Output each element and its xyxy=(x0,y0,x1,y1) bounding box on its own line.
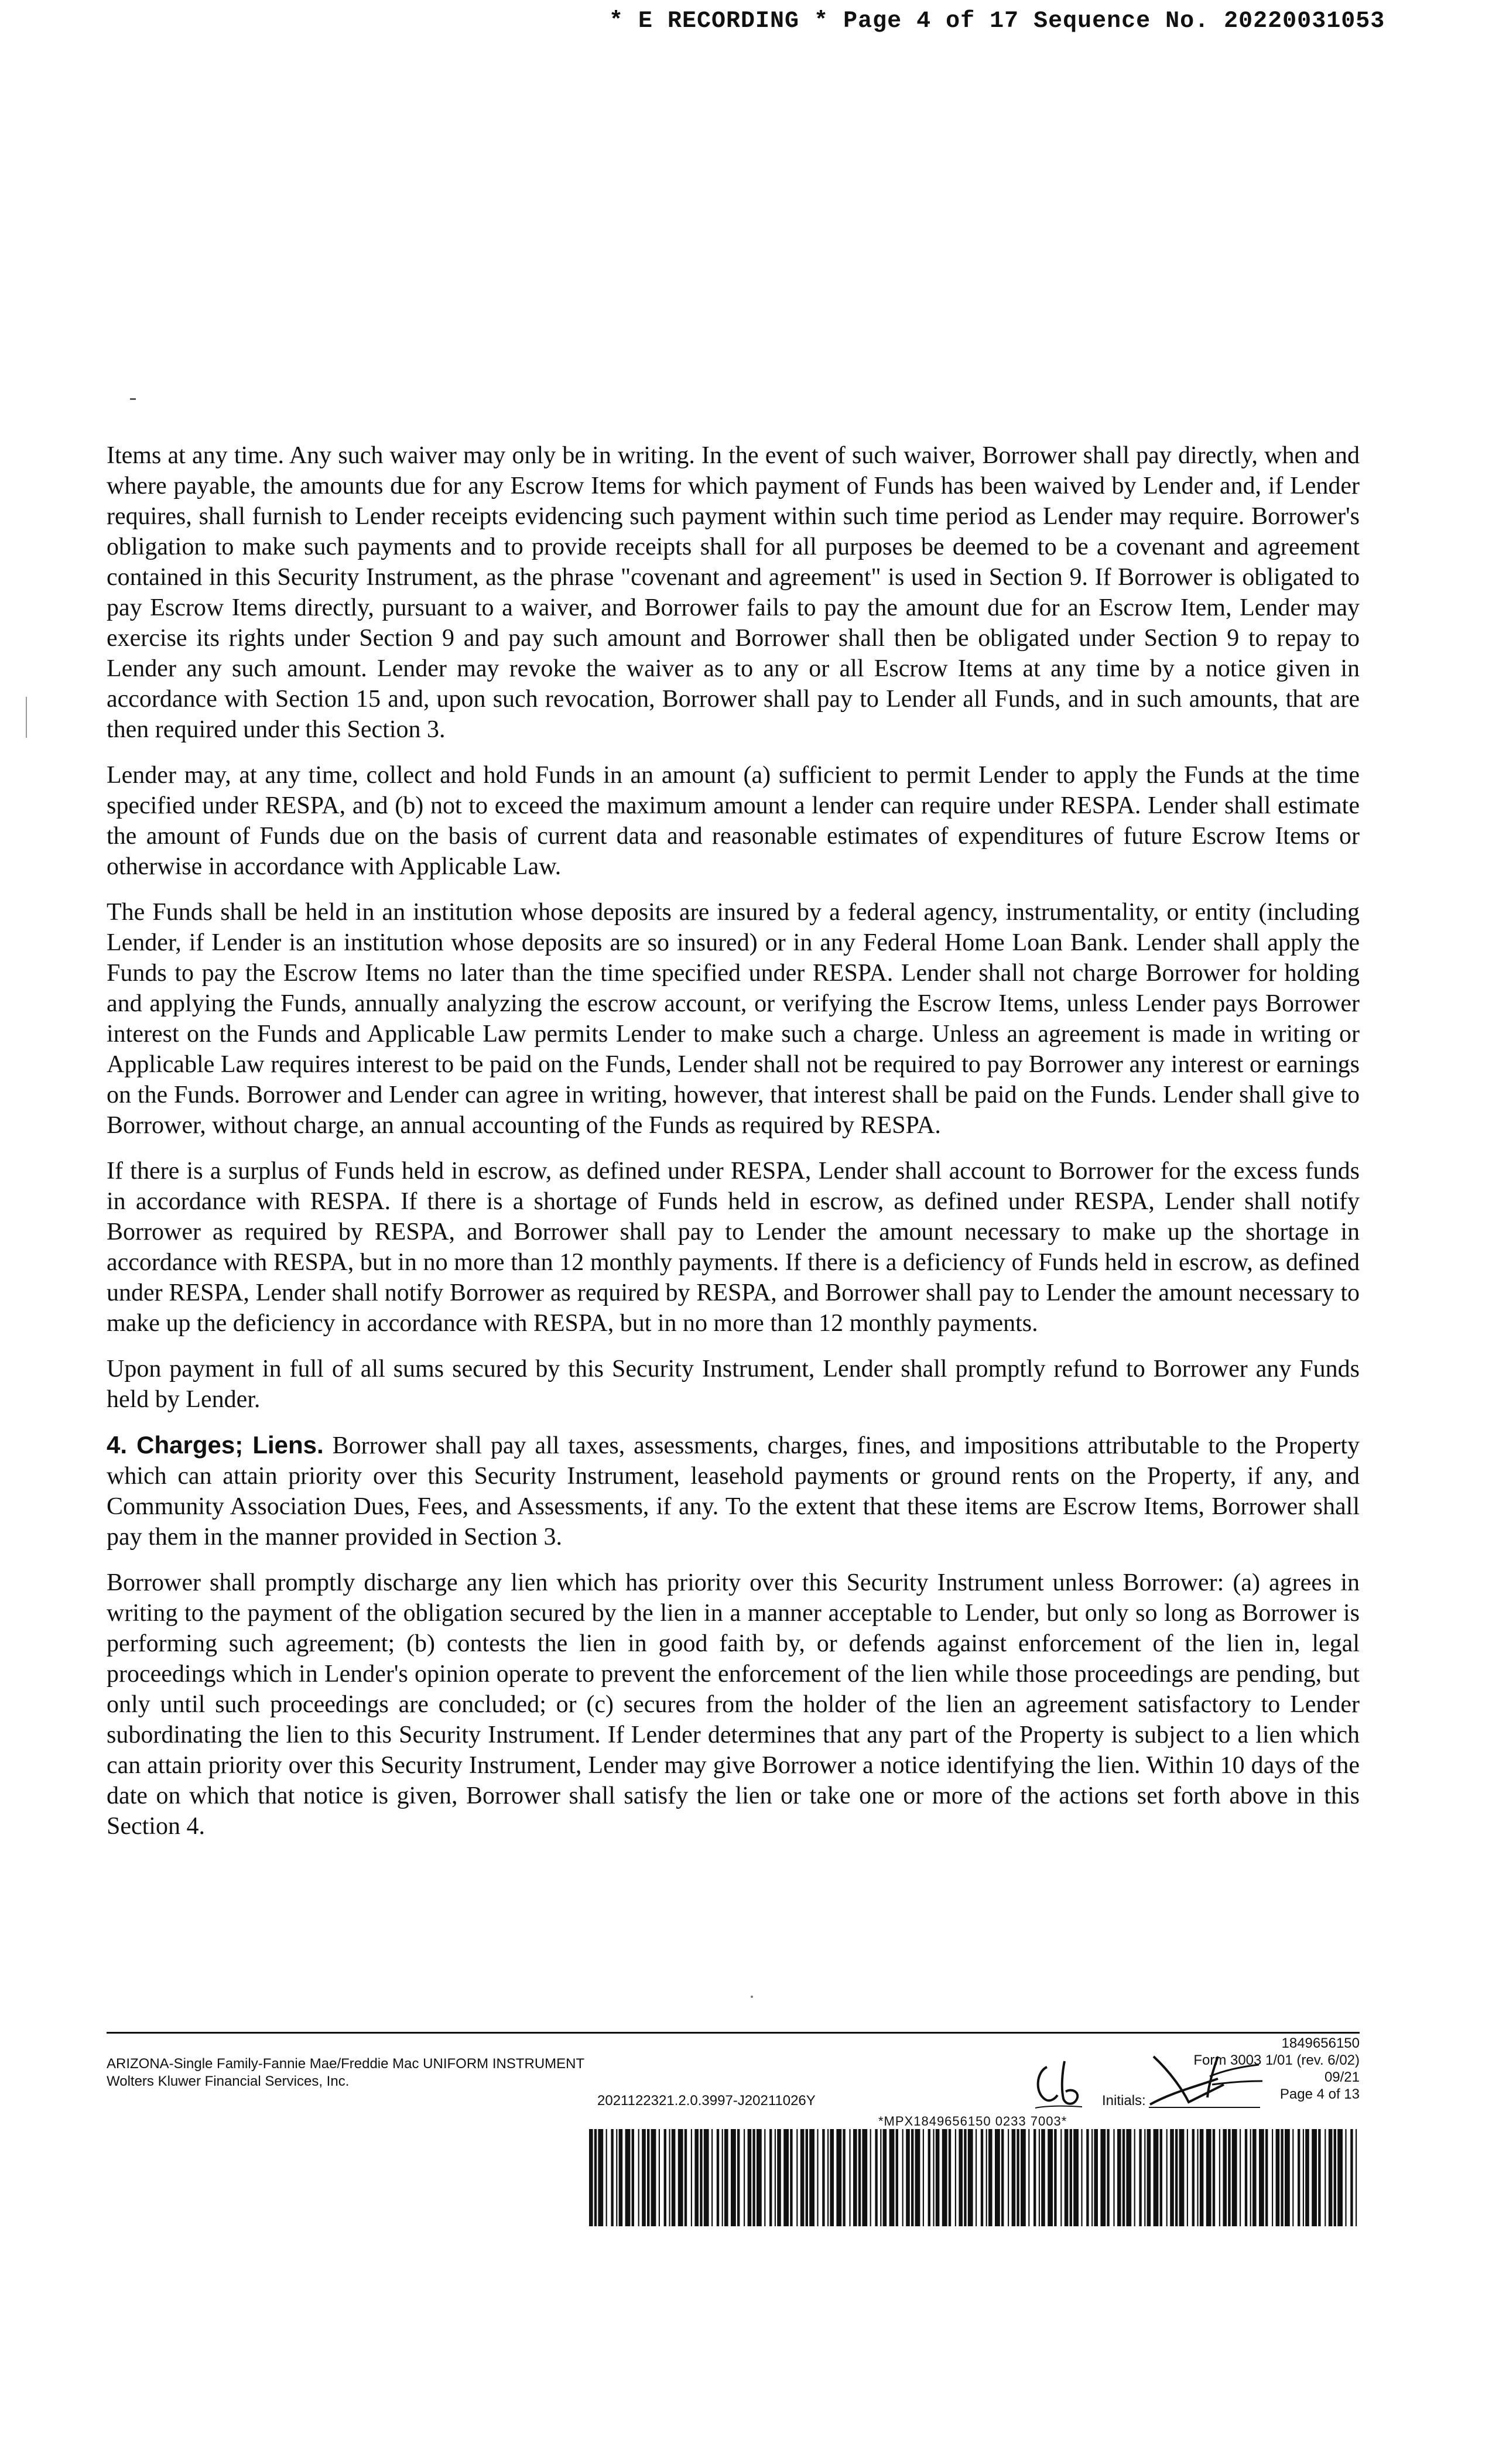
barcode-bar xyxy=(748,2129,752,2226)
barcode-bar xyxy=(988,2129,993,2226)
barcode-bar xyxy=(777,2129,781,2226)
barcode-bar xyxy=(889,2129,895,2226)
barcode-bar xyxy=(616,2129,617,2226)
barcode-bar xyxy=(1147,2129,1151,2226)
barcode-bar xyxy=(1179,2129,1185,2226)
barcode-bar xyxy=(1134,2129,1135,2226)
doc-code: 2021122321.2.0.3997-J20211026Y xyxy=(597,2093,816,2109)
barcode-bar xyxy=(1028,2129,1029,2226)
barcode-bar xyxy=(737,2129,740,2226)
barcode-bar xyxy=(1100,2129,1106,2226)
barcode-bar xyxy=(1060,2129,1062,2226)
document-body xyxy=(107,440,1360,1857)
barcode-bar xyxy=(1265,2129,1268,2226)
barcode-bar xyxy=(1223,2129,1227,2226)
form-number: Form 3003 1/01 (rev. 6/02) xyxy=(1193,2052,1360,2068)
barcode-bar xyxy=(936,2129,940,2226)
paragraph-surplus-shortage: If there is a surplus of Funds held in escrow, as defined under RESPA, Lender shall account to Borrower for the excess funds in accordance with RESPA. If there is a shortage of Funds held in escrow, as defined under RESPA, Lender shall notify Borrower as required by RESPA, and Borrower shall pay to Lender the amount necessary to make up the shortage in accordance with RESPA, but in no more than 12 monthly payments. If there is a deficiency of Funds held in escrow, as defined under RESPA, Lender shall notify Borrower as required by RESPA, and Borrower shall pay to Lender the amount necessary to make up the deficiency in accordance with RESPA, but in no more than 12 monthly payments. xyxy=(107,1158,1360,1337)
barcode-bar xyxy=(790,2129,792,2226)
loan-number: 1849656150 xyxy=(1281,2035,1360,2051)
barcode-bar xyxy=(880,2129,881,2226)
barcode-bar xyxy=(1073,2129,1079,2226)
barcode-bar xyxy=(700,2129,702,2226)
barcode-bar xyxy=(694,2129,699,2226)
stray-mark xyxy=(130,398,136,400)
barcode-bar xyxy=(902,2129,903,2226)
barcode-bar xyxy=(822,2129,824,2226)
barcode-bar xyxy=(669,2129,670,2226)
barcode-bar xyxy=(1276,2129,1280,2226)
barcode-bar xyxy=(883,2129,887,2226)
barcode-bar xyxy=(1012,2129,1016,2226)
barcode-bar xyxy=(853,2129,857,2226)
barcode-bar xyxy=(1329,2129,1333,2226)
barcode-bar xyxy=(1086,2129,1089,2226)
barcode-bar xyxy=(1122,2129,1125,2226)
barcode-bar xyxy=(711,2129,713,2226)
barcode-bar xyxy=(1298,2129,1300,2226)
barcode-bar xyxy=(933,2129,934,2226)
barcode-bar xyxy=(1305,2129,1309,2226)
barcode-bar xyxy=(589,2129,593,2226)
barcode-bar xyxy=(664,2129,666,2226)
barcode-bar xyxy=(1160,2129,1162,2226)
barcode-bar xyxy=(1312,2129,1317,2226)
barcode-bar xyxy=(1245,2129,1247,2226)
barcode-bar xyxy=(896,2129,898,2226)
barcode-bar xyxy=(704,2129,709,2226)
margin-tick xyxy=(26,697,27,738)
barcode-bar xyxy=(722,2129,723,2226)
barcode-bar xyxy=(1041,2129,1045,2226)
barcode-bar xyxy=(915,2129,920,2226)
barcode-bar xyxy=(1081,2129,1082,2226)
barcode-bar xyxy=(731,2129,736,2226)
barcode-bar xyxy=(611,2129,613,2226)
barcode-bar xyxy=(923,2129,924,2226)
barcode-bar xyxy=(1252,2129,1257,2226)
barcode-bar xyxy=(981,2129,983,2226)
page-label: Page 4 of 13 xyxy=(1279,2086,1360,2102)
barcode-bar xyxy=(995,2129,1000,2226)
section-4-heading: 4. Charges; Liens. xyxy=(107,1431,324,1459)
barcode-bar xyxy=(1126,2129,1131,2226)
footer-rule xyxy=(107,2032,1360,2034)
barcode-bar xyxy=(1017,2129,1019,2226)
barcode-bar xyxy=(986,2129,987,2226)
barcode-bar xyxy=(606,2129,607,2226)
barcode-bar xyxy=(1021,2129,1026,2226)
barcode-bar xyxy=(672,2129,676,2226)
barcode-bar xyxy=(806,2129,808,2226)
paragraph-refund: Upon payment in full of all sums secured by this Security Instrument, Lender shall promptly refund to Borrower any Funds held by Lender. xyxy=(107,1356,1360,1413)
barcode-bar xyxy=(691,2129,692,2226)
barcode-bar xyxy=(964,2129,966,2226)
barcode-bar xyxy=(870,2129,871,2226)
barcode-bar xyxy=(1303,2129,1304,2226)
barcode-bar xyxy=(858,2129,861,2226)
barcode-bar xyxy=(862,2129,867,2226)
barcode-bar xyxy=(843,2129,845,2226)
barcode-bar xyxy=(959,2129,963,2226)
small-dot xyxy=(751,1996,753,1998)
barcode-bar xyxy=(1345,2129,1346,2226)
barcode-text: *MPX1849656150 0233 7003* xyxy=(878,2114,1067,2128)
form-date: 09/21 xyxy=(1324,2069,1360,2085)
barcode-bar xyxy=(1219,2129,1220,2226)
barcode-bar xyxy=(1166,2129,1168,2226)
barcode-bar xyxy=(1228,2129,1230,2226)
barcode-bar xyxy=(651,2129,656,2226)
barcode-bar xyxy=(1281,2129,1283,2226)
barcode-bar xyxy=(775,2129,776,2226)
barcode-bar xyxy=(764,2129,765,2226)
barcode-bar xyxy=(1113,2129,1114,2226)
barcode-bar xyxy=(928,2129,930,2226)
barcode-bar xyxy=(1213,2129,1215,2226)
barcode-bar xyxy=(1070,2129,1072,2226)
barcode-bar xyxy=(1350,2129,1353,2226)
barcode-bar xyxy=(827,2129,829,2226)
paragraph-collect-funds: Lender may, at any time, collect and hold Funds in an amount (a) sufficient to permit Lender to apply the Funds at the time specified under RESPA, and (b) not to exceed the maximum amount a lender can require under RESPA. Lender shall estimate the amount of Funds due on the basis of current data and reasonable estimates of expenditures of future Escrow Items or otherwise in accordance with Applicable Law. xyxy=(107,762,1360,880)
barcode-bar xyxy=(1054,2129,1056,2226)
barcode-bar xyxy=(1094,2129,1098,2226)
barcode-bar xyxy=(1334,2129,1336,2226)
barcode-bar xyxy=(757,2129,762,2226)
barcode-bar xyxy=(1197,2129,1198,2226)
barcode-bar xyxy=(625,2129,631,2226)
barcode-bar xyxy=(717,2129,719,2226)
barcode-bar xyxy=(619,2129,623,2226)
initials-label: Initials: xyxy=(1102,2093,1146,2109)
barcode-bar xyxy=(1170,2129,1174,2226)
paragraph-escrow-waiver: Items at any time. Any such waiver may only be in writing. In the event of such waiver, Borrower shall pay directly, when and where payable, the amounts due for any Escrow Items for which payment of Funds has been waived by Lender and, if Lender requires, shall furnish to Lender receipts evidencing such payment within such time period as Lender may require. Borrower's obligation to make such payments and to provide receipts shall for all purposes be deemed to be a covenant and agreement contained in this Security Instrument, as the phrase "covenant and agreement" is used in Section 9. If Borrower is obligated to pay Escrow Items directly, pursuant to a waiver, and Borrower fails to pay the amount due for an Escrow Item, Lender may exercise its rights under Section 9 and pay such amount and Borrower shall then be obligated under Section 9 to repay to Lender any such amount. Lender may revoke the waiver as to any or all Escrow Items at any time by a notice given in accordance with Section 15 and, upon such revocation, Borrower shall pay to Lender all Funds, and in such amounts, that are then required under this Section 3. xyxy=(107,442,1360,743)
barcode-bar xyxy=(642,2129,646,2226)
paragraph-funds-held: The Funds shall be held in an institution whose deposits are insured by a federal agency, instrumentality, or entity (including Lender, if Lender is an institution whose deposits are so insured) or in any Federal Home Loan Bank. Lender shall apply the Funds to pay the Escrow Items no later than the time specified under RESPA. Lender shall not charge Borrower for holding and applying the Funds, annually analyzing the escrow account, or verifying the Escrow Items, unless Lender pays Borrower interest on the Funds and Applicable Law permits Lender to make such a charge. Unless an agreement is made in writing or Applicable Law requires interest to be paid on the Funds, Lender shall not be required to pay Borrower any interest or earnings on the Funds. Borrower and Lender can agree in writing, however, that interest shall be paid on the Funds. Lender shall give to Borrower, without charge, an annual accounting of the Funds as required by RESPA. xyxy=(107,899,1360,1139)
barcode-bar xyxy=(1292,2129,1293,2226)
publisher: Wolters Kluwer Financial Services, Inc. xyxy=(107,2073,350,2089)
barcode-bar xyxy=(678,2129,683,2226)
barcode-bar xyxy=(1187,2129,1188,2226)
barcode-bar xyxy=(1285,2129,1290,2226)
barcode-bar xyxy=(1139,2129,1141,2226)
barcode-bar xyxy=(632,2129,634,2226)
barcode-bar xyxy=(1232,2129,1237,2226)
barcode-bar xyxy=(817,2129,818,2226)
barcode-bar xyxy=(875,2129,877,2226)
barcode-bar xyxy=(724,2129,728,2226)
initials-signature xyxy=(1148,2049,1265,2108)
barcode-bar xyxy=(836,2129,841,2226)
barcode-bar xyxy=(647,2129,649,2226)
barcode-bar xyxy=(1001,2129,1004,2226)
borrower-signature xyxy=(1029,2056,1088,2110)
barcode-bar xyxy=(1240,2129,1241,2226)
barcode-bar xyxy=(1325,2129,1326,2226)
barcode-bar xyxy=(809,2129,814,2226)
barcode-bar xyxy=(638,2129,639,2226)
barcode-bar xyxy=(1048,2129,1053,2226)
barcode-bar xyxy=(968,2129,973,2226)
barcode-bar xyxy=(1259,2129,1264,2226)
section-4-text: Borrower shall pay all taxes, assessments, charges, fines, and impositions attributable to the Property which can attain priority over this Security Instrument, leasehold payments or ground rents on the Property, if any, and Community Association Dues, Fees, and Assessments, if any. To the extent that these items are Escrow Items, Borrower shall pay them in the manner provided in Section 3. xyxy=(107,1432,1360,1551)
barcode-bar xyxy=(1337,2129,1343,2226)
section-4-paragraph xyxy=(107,1430,1360,1552)
barcode-bar xyxy=(1033,2129,1036,2226)
barcode-bar xyxy=(685,2129,687,2226)
recording-header: * E RECORDING * Page 4 of 17 Sequence No. 20220031053 xyxy=(609,8,1385,35)
barcode-bar xyxy=(949,2129,951,2226)
barcode-bar xyxy=(594,2129,597,2226)
barcode-bar xyxy=(1272,2129,1273,2226)
footer-left xyxy=(107,2055,584,2090)
paragraph-discharge-lien: Borrower shall promptly discharge any lien which has priority over this Security Instrument unless Borrower: (a) agrees in writing to the payment of the obligation secured by the lien in a manner acceptable to Lender, but only so long as Borrower is performing such agreement; (b) contests the lien in good faith by, or defends against enforcement of the lien in, legal proceedings which in Lender's opinion operate to prevent the enforcement of the lien while those proceedings are pending, but only until such proceedings are concluded; or (c) secures from the holder of the lien an agreement satisfactory to Lender subordinating the lien to this Security Instrument. If Lender determines that any part of the Property is subject to a lien which can attain priority over this Security Instrument, Lender may give Borrower a notice identifying the lien. Within 10 days of the date on which that notice is given, Borrower shall satisfy the lien or take one or more of the actions set forth above in this Section 4. xyxy=(107,1569,1360,1840)
barcode-bar xyxy=(1008,2129,1009,2226)
barcode-bar xyxy=(783,2129,789,2226)
barcode-bar xyxy=(769,2129,772,2226)
barcode-bar xyxy=(1200,2129,1204,2226)
barcode-bar xyxy=(752,2129,755,2226)
barcode-bar xyxy=(906,2129,910,2226)
barcode-bar xyxy=(1144,2129,1145,2226)
form-title: ARIZONA-Single Family-Fannie Mae/Freddie Mac UNIFORM INSTRUMENT xyxy=(107,2056,585,2072)
barcode-bar xyxy=(1039,2129,1040,2226)
barcode-bar xyxy=(1107,2129,1109,2226)
barcode-bar xyxy=(955,2129,956,2226)
barcode-bar xyxy=(1206,2129,1211,2226)
barcode-bar xyxy=(1250,2129,1251,2226)
barcode-bar xyxy=(942,2129,947,2226)
barcode-bar xyxy=(849,2129,850,2226)
barcode-bar xyxy=(1175,2129,1178,2226)
barcode-bar xyxy=(911,2129,913,2226)
barcode-bar xyxy=(830,2129,834,2226)
barcode-bar xyxy=(1065,2129,1069,2226)
barcode xyxy=(587,2129,1360,2226)
barcode-bar xyxy=(1318,2129,1320,2226)
barcode-bar xyxy=(744,2129,745,2226)
barcode-bar xyxy=(1192,2129,1195,2226)
barcode-bar xyxy=(1117,2129,1121,2226)
barcode-bar xyxy=(1091,2129,1093,2226)
barcode-bar xyxy=(800,2129,805,2226)
barcode-bar xyxy=(598,2129,603,2226)
barcode-bar xyxy=(976,2129,977,2226)
barcode-bar xyxy=(659,2129,660,2226)
barcode-bar xyxy=(796,2129,798,2226)
barcode-bar xyxy=(1154,2129,1159,2226)
barcode-bar xyxy=(1356,2129,1357,2226)
